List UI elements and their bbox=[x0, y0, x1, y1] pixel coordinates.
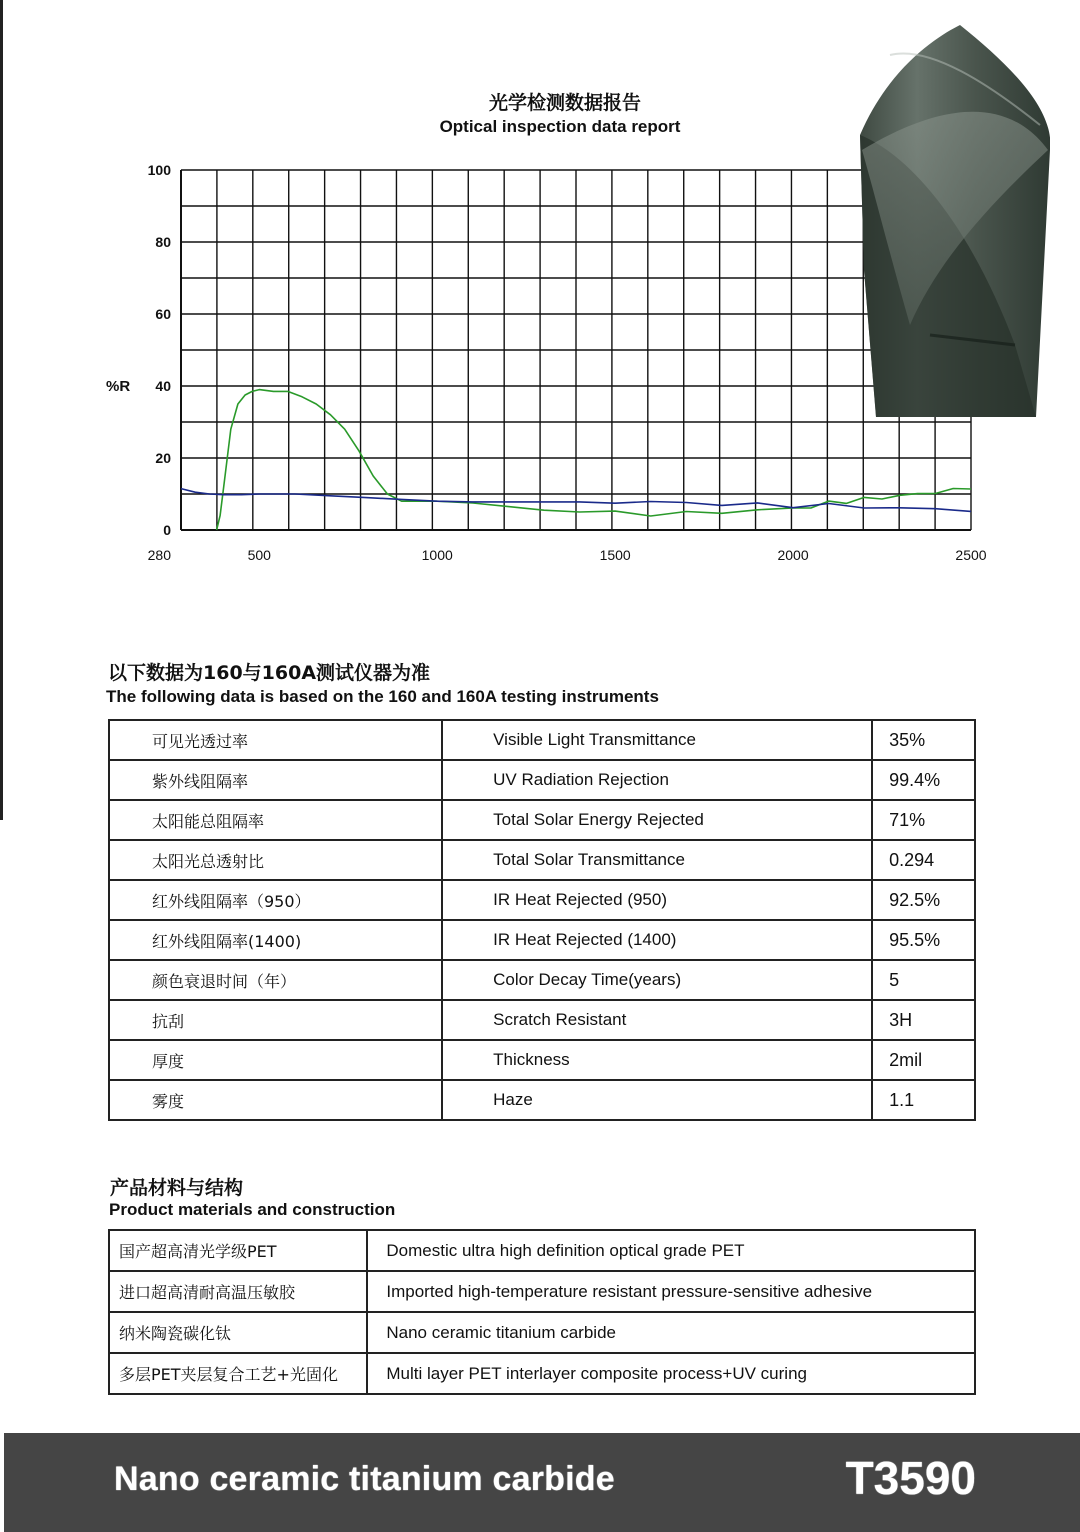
spec-name-cn: 雾度 bbox=[109, 1080, 442, 1120]
material-name-en: Multi layer PET interlayer composite process+UV curing bbox=[367, 1353, 975, 1394]
material-name-cn: 多层PET夹层复合工艺+光固化 bbox=[109, 1353, 367, 1394]
specs-table bbox=[108, 719, 976, 1121]
spec-value: 99.4% bbox=[872, 760, 975, 800]
material-name-en: Imported high-temperature resistant pressure-sensitive adhesive bbox=[367, 1271, 975, 1312]
spec-row bbox=[109, 880, 975, 920]
spec-name-cn: 红外线阻隔率(1400) bbox=[109, 920, 442, 960]
spec-name-cn: 抗刮 bbox=[109, 1000, 442, 1040]
x-tick-label: 2500 bbox=[955, 547, 987, 563]
y-tick-label: 80 bbox=[155, 234, 171, 250]
report-title-en: Optical inspection data report bbox=[439, 117, 681, 136]
spec-name-cn: 太阳光总透射比 bbox=[109, 840, 442, 880]
spec-row bbox=[109, 1000, 975, 1040]
material-row bbox=[109, 1312, 975, 1353]
footer-banner bbox=[4, 1433, 1080, 1532]
spec-name-en: Visible Light Transmittance bbox=[442, 720, 872, 760]
materials-heading-en: Product materials and construction bbox=[109, 1200, 396, 1219]
spec-name-cn: 可见光透过率 bbox=[109, 720, 442, 760]
report-title-cn: 光学检测数据报告 bbox=[488, 92, 641, 114]
x-tick-label: 2000 bbox=[777, 547, 809, 563]
footer-product-name: Nano ceramic titanium carbide bbox=[114, 1460, 615, 1498]
spec-row bbox=[109, 840, 975, 880]
spec-name-en: IR Heat Rejected (950) bbox=[442, 880, 872, 920]
spec-row bbox=[109, 960, 975, 1000]
spec-name-en: Haze bbox=[442, 1080, 872, 1120]
specs-heading-cn: 以下数据为160与160A测试仪器为准 bbox=[108, 662, 431, 684]
spec-name-cn: 颜色衰退时间（年） bbox=[109, 960, 442, 1000]
spec-name-en: Total Solar Transmittance bbox=[442, 840, 872, 880]
spec-row bbox=[109, 800, 975, 840]
spec-value: 71% bbox=[872, 800, 975, 840]
spec-name-en: UV Radiation Rejection bbox=[442, 760, 872, 800]
footer-model-number: T3590 bbox=[845, 1452, 976, 1504]
x-tick-label: 1000 bbox=[421, 547, 453, 563]
spec-name-en: IR Heat Rejected (1400) bbox=[442, 920, 872, 960]
spec-name-en: Thickness bbox=[442, 1040, 872, 1080]
spec-name-cn: 紫外线阻隔率 bbox=[109, 760, 442, 800]
spec-value: 1.1 bbox=[872, 1080, 975, 1120]
material-row bbox=[109, 1271, 975, 1312]
x-tick-label: 500 bbox=[247, 547, 271, 563]
materials-heading-cn: 产品材料与结构 bbox=[110, 1177, 244, 1199]
y-tick-label: 40 bbox=[155, 378, 171, 394]
spec-value: 95.5% bbox=[872, 920, 975, 960]
spec-value: 35% bbox=[872, 720, 975, 760]
spec-row bbox=[109, 760, 975, 800]
material-name-cn: 国产超高清光学级PET bbox=[109, 1230, 367, 1271]
y-tick-label: 100 bbox=[147, 162, 171, 178]
x-tick-label: 1500 bbox=[599, 547, 631, 563]
y-tick-label: 0 bbox=[163, 522, 171, 538]
material-row bbox=[109, 1230, 975, 1271]
material-name-cn: 进口超高清耐高温压敏胶 bbox=[109, 1271, 367, 1312]
y-tick-label: 60 bbox=[155, 306, 171, 322]
x-tick-label: 280 bbox=[147, 547, 171, 563]
window-film-roll-image bbox=[850, 25, 1050, 420]
specs-heading-en: The following data is based on the 160 and 160A testing instruments bbox=[106, 687, 659, 706]
spec-name-cn: 红外线阻隔率（950） bbox=[109, 880, 442, 920]
material-name-en: Domestic ultra high definition optical grade PET bbox=[367, 1230, 975, 1271]
y-axis-label: %R bbox=[106, 378, 131, 395]
spec-row bbox=[109, 720, 975, 760]
spec-value: 5 bbox=[872, 960, 975, 1000]
material-name-en: Nano ceramic titanium carbide bbox=[367, 1312, 975, 1353]
spec-name-en: Color Decay Time(years) bbox=[442, 960, 872, 1000]
spec-value: 3H bbox=[872, 1000, 975, 1040]
spec-row bbox=[109, 1080, 975, 1120]
spec-value: 0.294 bbox=[872, 840, 975, 880]
material-name-cn: 纳米陶瓷碳化钛 bbox=[109, 1312, 367, 1353]
y-tick-label: 20 bbox=[155, 450, 171, 466]
spec-name-en: Scratch Resistant bbox=[442, 1000, 872, 1040]
spec-value: 2mil bbox=[872, 1040, 975, 1080]
spec-row bbox=[109, 920, 975, 960]
spec-name-cn: 厚度 bbox=[109, 1040, 442, 1080]
spec-row bbox=[109, 1040, 975, 1080]
materials-table bbox=[108, 1229, 976, 1395]
spec-name-en: Total Solar Energy Rejected bbox=[442, 800, 872, 840]
material-row bbox=[109, 1353, 975, 1394]
spec-name-cn: 太阳能总阻隔率 bbox=[109, 800, 442, 840]
spec-value: 92.5% bbox=[872, 880, 975, 920]
